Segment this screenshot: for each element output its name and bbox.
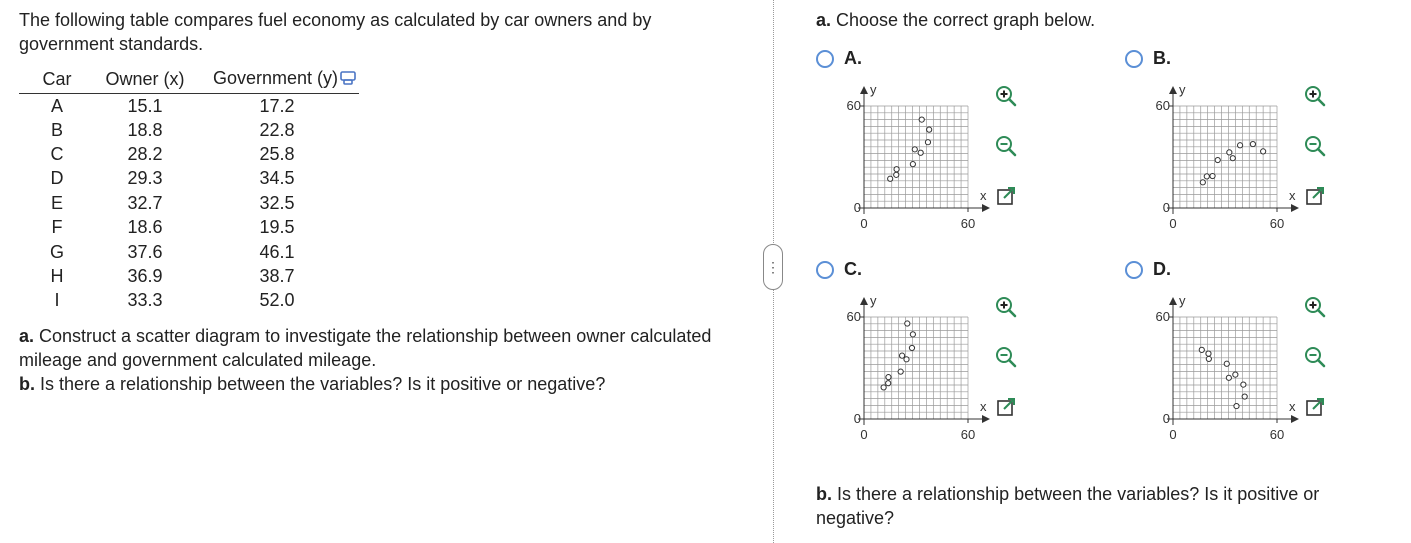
scatter-graph-b [1125, 48, 1315, 238]
cell-car: C [50, 144, 64, 165]
cell-government: 22.8 [259, 119, 295, 140]
data-point [899, 353, 904, 358]
table-row [19, 215, 359, 239]
header-owner: Owner (x) [95, 66, 195, 93]
y-axis-arrow [1169, 86, 1177, 94]
cell-car: F [51, 217, 63, 238]
header-car: Car [19, 66, 95, 93]
cell-government: 17.2 [259, 95, 295, 116]
x-axis-label: x [1289, 399, 1296, 414]
grid [1173, 106, 1277, 208]
grid [864, 106, 968, 208]
data-point [1215, 157, 1220, 162]
scatter-graph-d [1125, 259, 1315, 449]
option-letter: C. [844, 259, 862, 279]
cell-car: A [50, 95, 63, 116]
data-point [1206, 351, 1211, 356]
pane-resize-handle[interactable] [763, 244, 783, 290]
cell-owner: 32.7 [127, 192, 163, 213]
x-tick-label: 60 [1269, 216, 1285, 231]
answer-pane [790, 0, 1411, 543]
x-tick-label: 0 [860, 427, 868, 442]
data-point [1224, 361, 1229, 366]
x-tick-label: 60 [960, 427, 976, 442]
cell-owner: 18.6 [127, 217, 163, 238]
data-point [927, 127, 932, 132]
x-axis-arrow [1291, 415, 1299, 423]
cell-government: 19.5 [259, 217, 295, 238]
cell-car: G [49, 241, 64, 262]
cell-government: 46.1 [259, 241, 295, 262]
cell-owner: 29.3 [127, 168, 163, 189]
data-point [1204, 174, 1209, 179]
header-government-label: Government (y) [213, 68, 339, 89]
data-table [19, 66, 359, 313]
question-text [19, 324, 719, 396]
cell-car: B [50, 119, 63, 140]
question-b-text: Is there a relationship between the variables? Is it positive or negative? [35, 374, 606, 394]
x-axis-label: x [1289, 188, 1296, 203]
question-a-prefix: a. [19, 326, 35, 346]
data-point [1237, 143, 1242, 148]
data-point [1242, 394, 1247, 399]
data-point [1206, 356, 1211, 361]
option-d [1125, 259, 1385, 459]
table-row [19, 288, 359, 312]
y-axis-label: y [870, 293, 877, 308]
cell-owner: 33.3 [127, 290, 163, 311]
intro-text: The following table compares fuel economy as calculated by car owners and by government standards. [19, 10, 652, 54]
data-point [910, 332, 915, 337]
cell-government: 38.7 [259, 266, 295, 287]
table-body [19, 93, 359, 313]
data-point [925, 140, 930, 145]
pop-out-icon[interactable] [1299, 391, 1331, 423]
scatter-graph-a [816, 48, 1006, 238]
data-point [894, 172, 899, 177]
x-axis-arrow [982, 204, 990, 212]
data-point [909, 345, 914, 350]
zoom-out-icon[interactable] [990, 341, 1022, 373]
data-point [1241, 382, 1246, 387]
data-point [1200, 180, 1205, 185]
table-row [19, 118, 359, 142]
y-axis-label: y [1179, 82, 1186, 97]
data-point [912, 147, 917, 152]
table-row [19, 166, 359, 190]
choose-prefix: a. [816, 10, 832, 30]
cell-owner: 28.2 [127, 144, 163, 165]
x-tick-label: 60 [1269, 427, 1285, 442]
data-point [1210, 173, 1215, 178]
x-axis-label: x [980, 188, 987, 203]
cell-owner: 37.6 [127, 241, 163, 262]
x-tick-label: 0 [1169, 216, 1177, 231]
cell-owner: 18.8 [127, 119, 163, 140]
y-tick-label: 60 [1155, 98, 1170, 113]
drag-dots-icon: ⋮ [766, 259, 780, 275]
y-axis-arrow [860, 297, 868, 305]
cell-government: 25.8 [259, 144, 295, 165]
option-letter: B. [1153, 48, 1171, 68]
table-row [19, 191, 359, 215]
option-c [816, 259, 1076, 459]
y-tick-label: 0 [1162, 411, 1170, 426]
answer-b-text: Is there a relationship between the variables? Is it positive or negative? [816, 484, 1320, 528]
option-letter: D. [1153, 259, 1171, 279]
answer-question-b [816, 482, 1386, 530]
answer-b-prefix: b. [816, 484, 832, 504]
grid [1173, 317, 1277, 419]
y-tick-label: 60 [1155, 309, 1170, 324]
y-axis-arrow [860, 86, 868, 94]
pop-out-icon[interactable] [990, 391, 1022, 423]
cell-government: 32.5 [259, 192, 295, 213]
zoom-out-icon[interactable] [1299, 130, 1331, 162]
option-letter: A. [844, 48, 862, 68]
data-point [918, 150, 923, 155]
zoom-out-icon[interactable] [1299, 341, 1331, 373]
y-axis-label: y [1179, 293, 1186, 308]
x-axis-label: x [980, 399, 987, 414]
data-point [1250, 141, 1255, 146]
data-point [1226, 375, 1231, 380]
question-a-text: Construct a scatter diagram to investigate the relationship between owner calculated mileage and government calculated mileage. [19, 326, 712, 370]
data-point [910, 162, 915, 167]
cell-owner: 36.9 [127, 266, 163, 287]
zoom-in-icon[interactable] [990, 80, 1022, 112]
data-point [905, 321, 910, 326]
data-point [1199, 347, 1204, 352]
x-tick-label: 0 [860, 216, 868, 231]
cell-car: H [50, 266, 64, 287]
scatter-graph-c [816, 259, 1006, 449]
y-tick-label: 0 [1162, 200, 1170, 215]
x-axis-arrow [982, 415, 990, 423]
zoom-in-icon[interactable] [1299, 291, 1331, 323]
y-tick-label: 0 [853, 411, 861, 426]
data-point [1227, 150, 1232, 155]
choose-text: Choose the correct graph below. [831, 10, 1096, 30]
x-tick-label: 60 [960, 216, 976, 231]
table-row [19, 142, 359, 166]
data-point [886, 375, 891, 380]
cell-car: I [54, 290, 60, 311]
choose-graph-prompt [816, 8, 1095, 32]
table-row [19, 93, 359, 118]
header-government [195, 66, 359, 93]
cell-owner: 15.1 [127, 95, 163, 116]
question-a [19, 324, 719, 372]
y-axis-label: y [870, 82, 877, 97]
question-b [19, 372, 719, 396]
table-header-row [19, 66, 359, 93]
table-row [19, 264, 359, 288]
y-tick-label: 60 [846, 309, 861, 324]
question-b-prefix: b. [19, 374, 35, 394]
x-tick-label: 0 [1169, 427, 1177, 442]
cell-car: E [50, 192, 63, 213]
table-row [19, 239, 359, 263]
copy-table-icon[interactable] [340, 69, 356, 90]
data-point [1233, 372, 1238, 377]
cell-government: 52.0 [259, 290, 295, 311]
data-point [894, 167, 899, 172]
grid [864, 317, 968, 419]
option-a [816, 48, 1076, 248]
data-point [1234, 403, 1239, 408]
cell-government: 34.5 [259, 168, 295, 189]
data-point [886, 381, 891, 386]
data-point [919, 117, 924, 122]
cell-car: D [50, 168, 64, 189]
y-tick-label: 0 [853, 200, 861, 215]
option-b [1125, 48, 1385, 248]
y-tick-label: 60 [846, 98, 861, 113]
pop-out-icon[interactable] [990, 180, 1022, 212]
data-point [1261, 149, 1266, 154]
zoom-in-icon[interactable] [990, 291, 1022, 323]
y-axis-arrow [1169, 297, 1177, 305]
zoom-out-icon[interactable] [990, 130, 1022, 162]
x-axis-arrow [1291, 204, 1299, 212]
data-point [898, 369, 903, 374]
data-point [881, 385, 886, 390]
pop-out-icon[interactable] [1299, 180, 1331, 212]
data-point [1230, 156, 1235, 161]
data-point [888, 176, 893, 181]
data-point [904, 357, 909, 362]
zoom-in-icon[interactable] [1299, 80, 1331, 112]
